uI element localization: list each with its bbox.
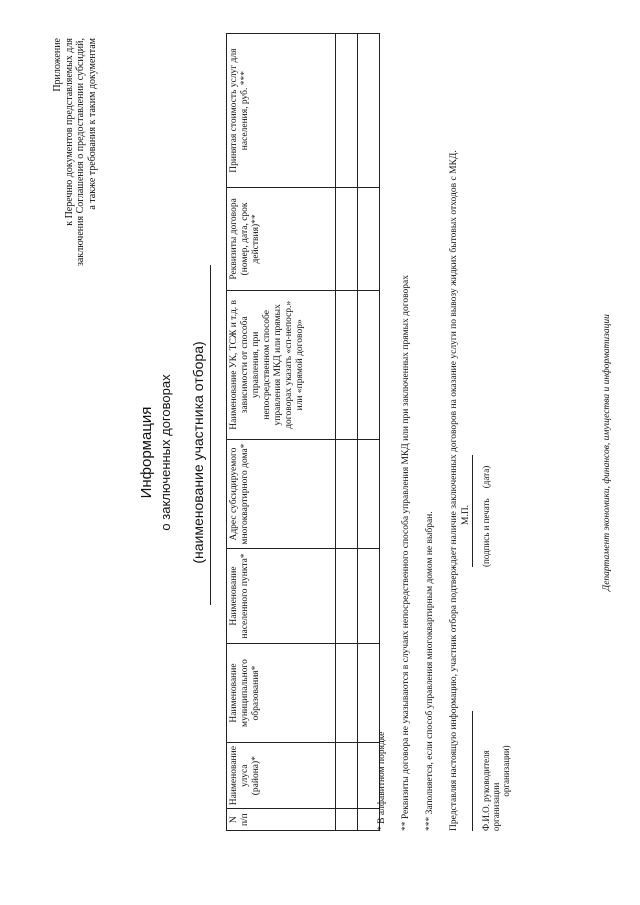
department-footer: Департамент экономики, финансов, имущества и информатизации bbox=[602, 314, 612, 591]
signatory-org-label: организации) bbox=[501, 745, 511, 797]
column-header: Реквизиты договора (номер, дата, срок действия)** bbox=[227, 188, 336, 290]
table-cell[interactable] bbox=[336, 809, 358, 831]
appendix-line: Приложение bbox=[52, 38, 63, 92]
table-cell[interactable] bbox=[336, 743, 358, 809]
confirmation-text: Представляя настоящую информацию, участник отбора подтверждает наличие заключенных договоров на оказание услуги по вывозу жидких бытовых отходов с МКД. bbox=[449, 150, 459, 831]
date-line bbox=[472, 455, 481, 499]
table-cell[interactable] bbox=[336, 643, 358, 742]
appendix-line: заключения Соглашения о предоставлении субсидий, bbox=[75, 38, 86, 267]
appendix-line: а также требования к таким документам bbox=[86, 38, 98, 210]
date-field bbox=[472, 455, 491, 499]
table-cell[interactable] bbox=[336, 188, 358, 290]
page-title: Информация bbox=[138, 406, 155, 499]
footnote: *** Заполняется, если способ управления многоквартирным домом не выбран. bbox=[425, 511, 435, 831]
signature-line bbox=[472, 711, 481, 831]
contracts-table bbox=[226, 33, 380, 831]
appendix-line: к Перечню документов представляемых для bbox=[63, 38, 75, 226]
date-label: (дата) bbox=[481, 465, 491, 489]
appendix-note bbox=[52, 38, 98, 458]
footnote: * В алфавитном порядке bbox=[377, 731, 387, 831]
stamp-place-label: М.П. bbox=[461, 504, 471, 525]
table-cell[interactable] bbox=[336, 549, 358, 644]
column-header: N п/п bbox=[227, 809, 336, 831]
participant-name-caption: (наименование участника отбора) bbox=[190, 341, 206, 564]
table-row bbox=[336, 34, 358, 831]
column-header: Наименование муниципального образования* bbox=[227, 643, 336, 742]
column-header: Адрес субсидируемого многоквартирного дома* bbox=[227, 440, 336, 549]
column-header: Наименование населенного пункта* bbox=[227, 549, 336, 644]
table-cell[interactable] bbox=[336, 290, 358, 440]
column-header: Принятая стоимость услуг для населения, руб. *** bbox=[227, 34, 336, 188]
signatory-name-label: Ф.И.О. руководителя организации bbox=[481, 750, 501, 831]
table-cell[interactable] bbox=[336, 440, 358, 549]
footnotes bbox=[376, 31, 472, 831]
table-cell[interactable] bbox=[336, 34, 358, 188]
participant-name-line bbox=[210, 265, 211, 605]
table-header-row bbox=[227, 34, 336, 831]
signatory-name-field bbox=[472, 711, 511, 831]
column-header: Наименование улуса (района)* bbox=[227, 743, 336, 809]
page-subtitle: о заключенных договорах bbox=[158, 374, 173, 531]
footnote: ** Реквизиты договора не указываются в случаях непосредственного способа управления МКД или при заключенных прямых договорах bbox=[401, 274, 411, 831]
signature-label: (подпись и печать bbox=[481, 498, 491, 567]
column-header: Наименование УК, ТСЖ и т.д. в зависимости от способа управления, при непосредственном способе управления МКД или прямых договорах указать «сп-непоср.» или «прямой договор» bbox=[227, 290, 336, 440]
